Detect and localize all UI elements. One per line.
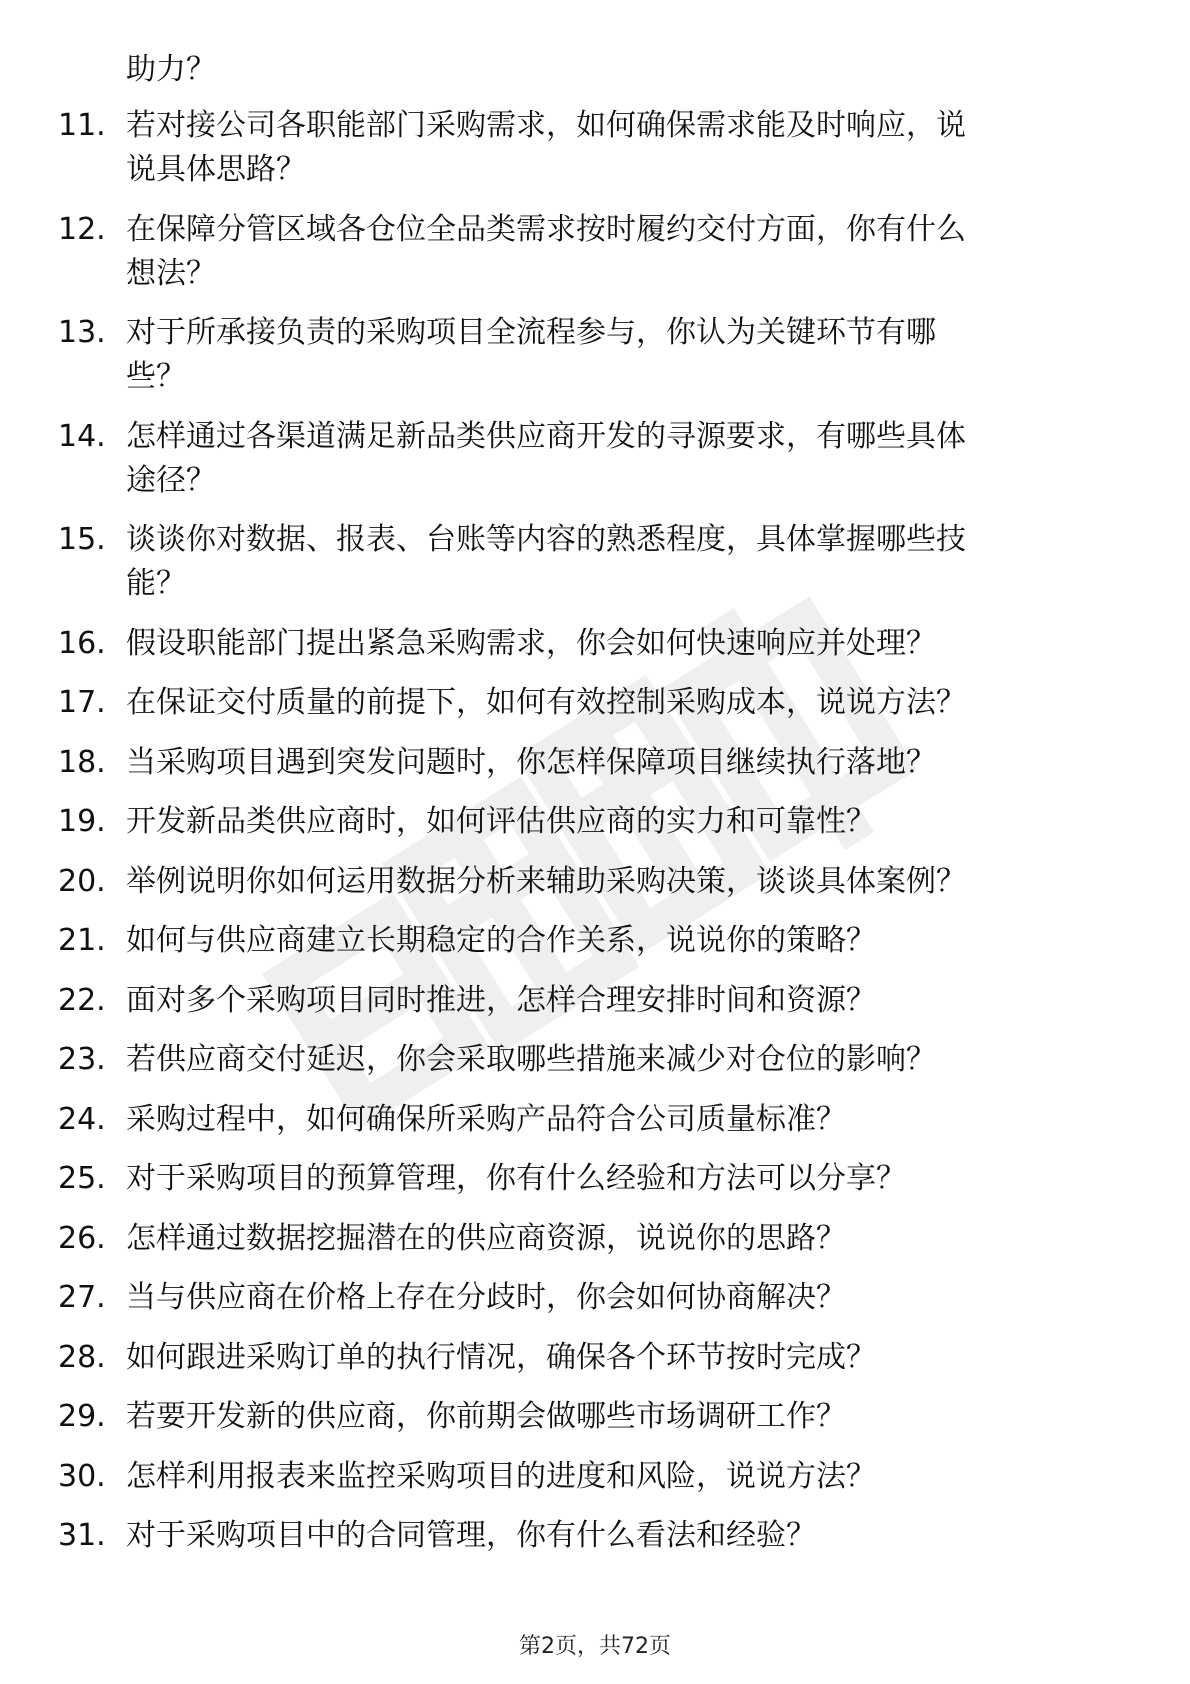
question-text: [126, 518, 1126, 606]
question-text: [126, 1157, 1126, 1201]
question-number: 19.: [58, 804, 106, 839]
question-text: [126, 741, 1126, 785]
question-text: [126, 1514, 1126, 1558]
question-text: [126, 622, 1126, 666]
question-text: [126, 311, 1126, 399]
question-number: 21.: [58, 923, 106, 958]
question-text-line: 些？: [126, 359, 186, 394]
question-number: 18.: [58, 744, 106, 780]
question-text: [126, 1098, 1126, 1142]
question-text-line: 说具体思路？: [126, 152, 306, 187]
question-text-line: 怎样利用报表来监控采购项目的进度和风险，说说方法？: [126, 1458, 876, 1494]
question-number: 22.: [58, 982, 106, 1018]
question-number: 30.: [58, 1458, 106, 1494]
question-text: [126, 1336, 1126, 1380]
continuation-text: 助力？: [126, 52, 216, 87]
question-number: 27.: [58, 1280, 106, 1315]
question-text-line: 举例说明你如何运用数据分析来辅助采购决策，谈谈具体案例？: [126, 863, 966, 899]
question-text: [126, 1276, 1126, 1320]
question-number: 11.: [58, 108, 106, 143]
question-text-line: 面对多个采购项目同时推进，怎样合理安排时间和资源？: [126, 982, 876, 1018]
question-number: 25.: [58, 1161, 106, 1196]
question-text: [126, 800, 1126, 844]
question-text-line: 如何跟进采购订单的执行情况，确保各个环节按时完成？: [126, 1339, 876, 1375]
question-number: 31.: [58, 1518, 106, 1553]
question-text-line: 怎样通过数据挖掘潜在的供应商资源，说说你的思路？: [126, 1220, 846, 1256]
question-text-line: 对于采购项目的预算管理，你有什么经验和方法可以分享？: [126, 1161, 906, 1196]
question-text-line: 怎样通过各渠道满足新品类供应商开发的寻源要求，有哪些具体: [126, 418, 966, 454]
question-number: 26.: [58, 1220, 106, 1256]
question-number: 17.: [58, 685, 106, 720]
question-text-line: 假设职能部门提出紧急采购需求，你会如何快速响应并处理？: [126, 625, 936, 661]
question-text-line: 想法？: [126, 255, 216, 291]
question-text: [126, 1455, 1126, 1499]
question-text: [126, 860, 1126, 904]
question-text: [126, 104, 1126, 192]
question-text-line: 能？: [126, 566, 186, 601]
question-text: [126, 208, 1126, 296]
question-number: 12.: [58, 211, 106, 247]
question-text-line: 在保证交付质量的前提下，如何有效控制采购成本，说说方法？: [126, 685, 966, 720]
question-text-line: 开发新品类供应商时，如何评估供应商的实力和可靠性？: [126, 804, 876, 839]
question-text-line: 对于所承接负责的采购项目全流程参与，你认为关键环节有哪: [126, 315, 936, 350]
question-text-line: 谈谈你对数据、报表、台账等内容的熟悉程度，具体掌握哪些技: [126, 522, 966, 557]
question-text: [126, 415, 1126, 503]
question-number: 13.: [58, 315, 106, 350]
question-number: 16.: [58, 625, 106, 661]
question-number: 29.: [58, 1399, 106, 1434]
question-number: 14.: [58, 418, 106, 454]
question-text: [126, 1038, 1126, 1082]
question-text-line: 当采购项目遇到突发问题时，你怎样保障项目继续执行落地？: [126, 744, 936, 780]
page-number-label: 第2页，共72页: [519, 1634, 671, 1659]
question-text-line: 在保障分管区域各仓位全品类需求按时履约交付方面，你有什么: [126, 211, 966, 247]
question-text-line: 若供应商交付延迟，你会采取哪些措施来减少对仓位的影响？: [126, 1042, 936, 1077]
question-text: [126, 1217, 1126, 1261]
question-text-line: 如何与供应商建立长期稳定的合作关系，说说你的策略？: [126, 923, 876, 958]
question-text-line: 若要开发新的供应商，你前期会做哪些市场调研工作？: [126, 1399, 846, 1434]
question-number: 24.: [58, 1101, 106, 1137]
question-text: [126, 919, 1126, 963]
question-text: [126, 1395, 1126, 1439]
question-text: [126, 979, 1126, 1023]
question-number: 20.: [58, 863, 106, 899]
question-text-line: 途径？: [126, 462, 216, 498]
question-text-line: 采购过程中，如何确保所采购产品符合公司质量标准？: [126, 1101, 846, 1137]
question-number: 28.: [58, 1339, 106, 1375]
question-number: 23.: [58, 1042, 106, 1077]
question-text-line: 若对接公司各职能部门采购需求，如何确保需求能及时响应，说: [126, 108, 966, 143]
page-footer: [0, 1632, 1190, 1662]
question-text-line: 当与供应商在价格上存在分歧时，你会如何协商解决？: [126, 1280, 846, 1315]
question-text-line: 对于采购项目中的合同管理，你有什么看法和经验？: [126, 1518, 816, 1553]
question-number: 15.: [58, 522, 106, 557]
question-text: [126, 681, 1126, 725]
